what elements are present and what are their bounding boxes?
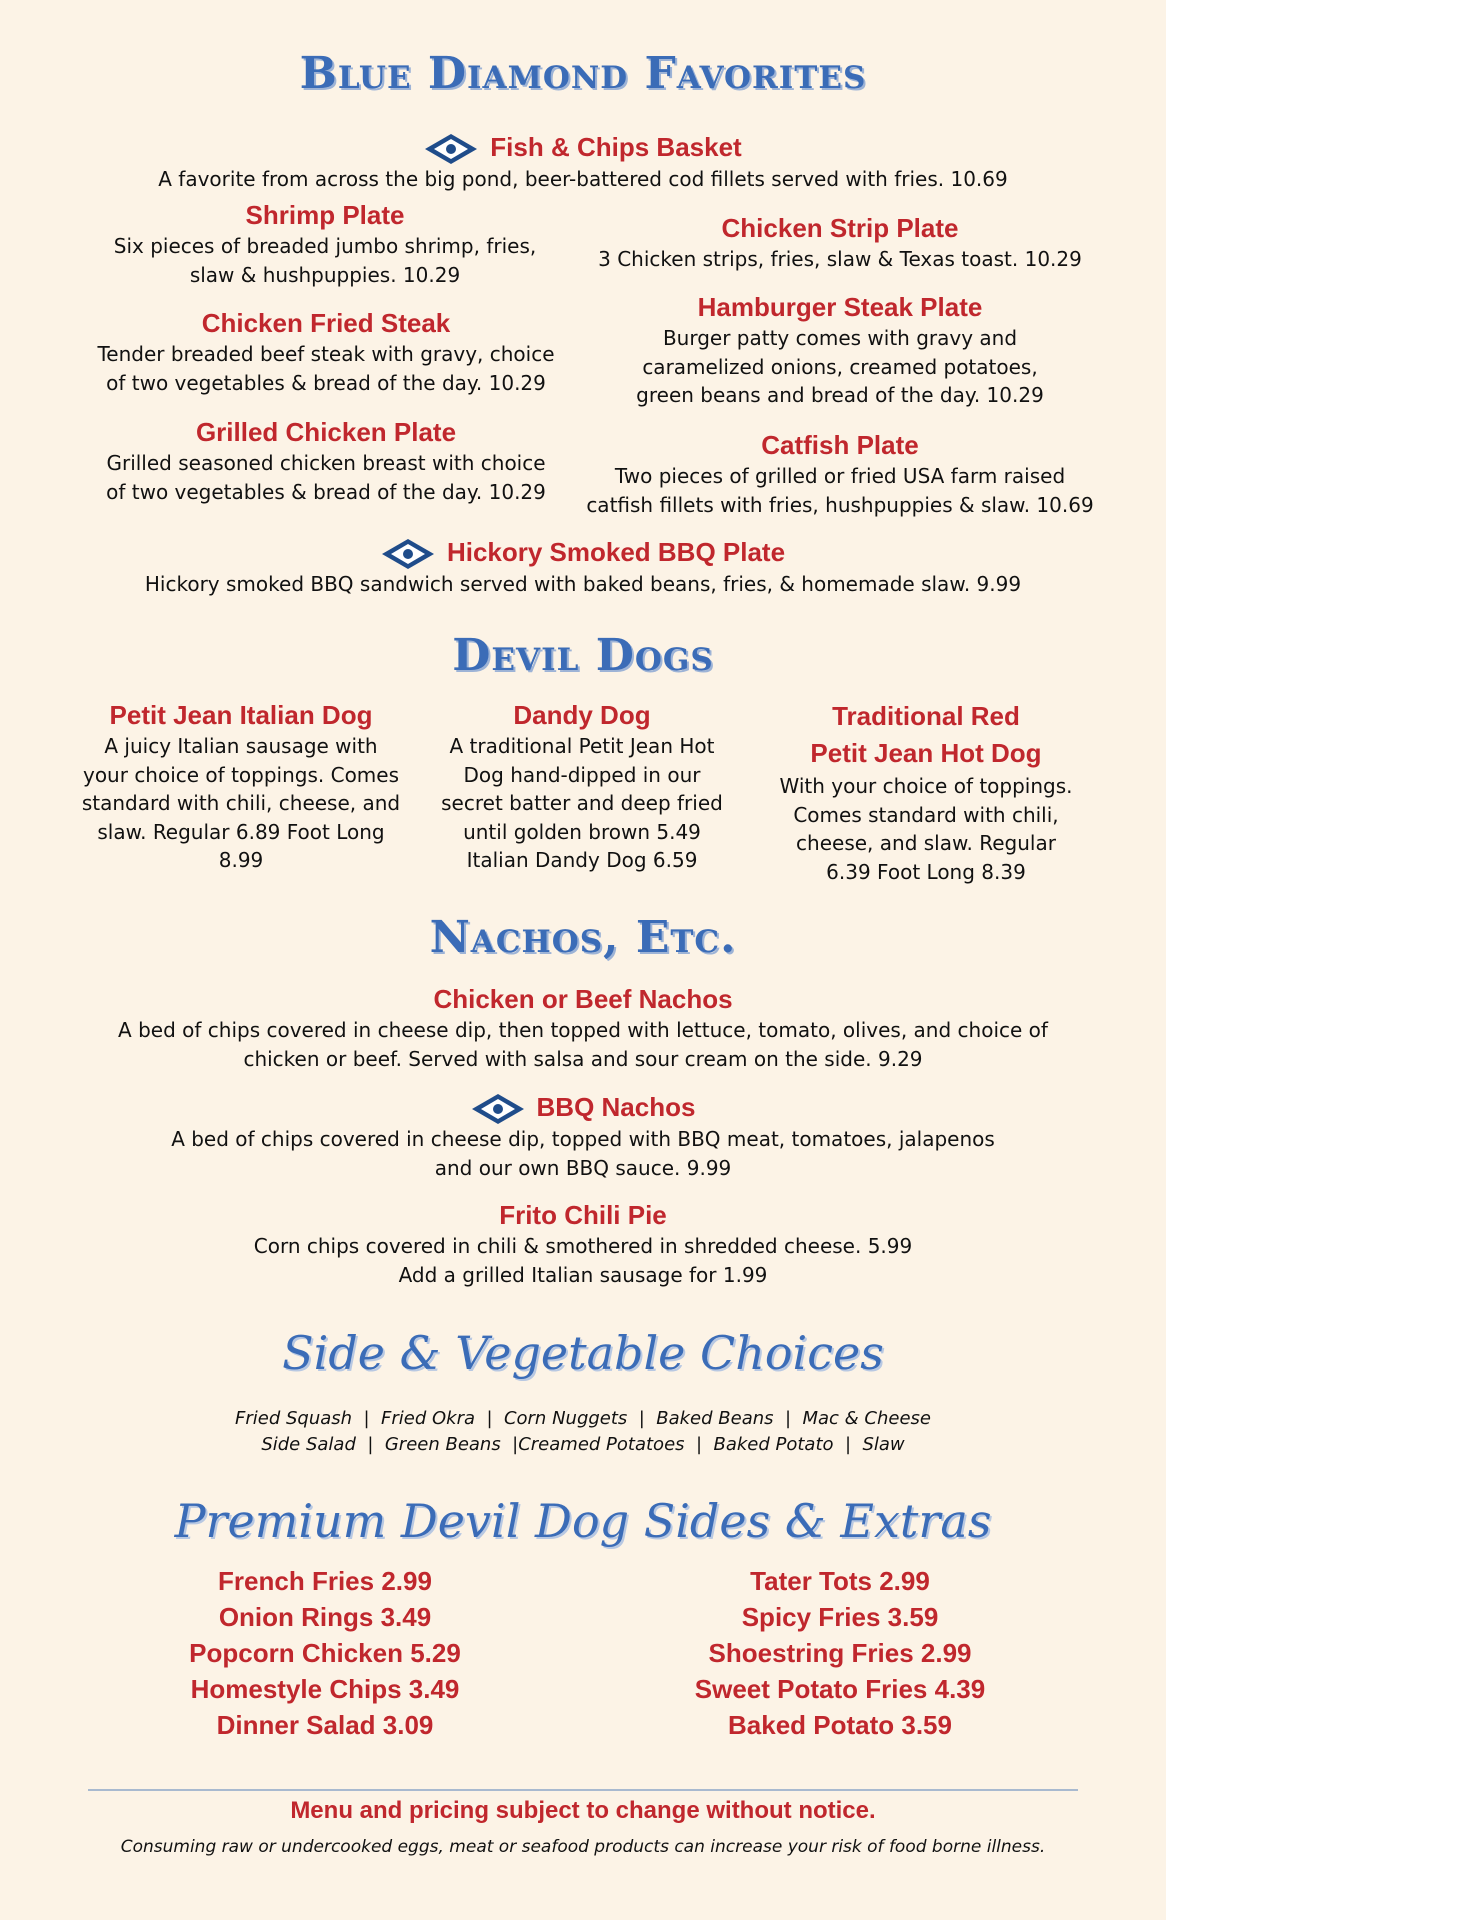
- item-name: Grilled Chicken Plate: [195, 417, 457, 447]
- item-description: Two pieces of grilled or fried USA farm raised catfish fillets with fries, hushpuppies & slaw. 10.69: [586, 464, 1094, 517]
- side-choices: [0, 1406, 1166, 1458]
- diamond-badge-icon: [381, 538, 435, 570]
- item-name: Chicken Fried Steak: [201, 308, 451, 338]
- item-description: A juicy Italian sausage with your choice of toppings. Comes standard with chili, cheese, and slaw. Regular 6.89 Foot Long 8.99: [81, 734, 401, 872]
- extra-item: French Fries 2.99: [218, 1566, 432, 1596]
- extra-item: Baked Potato 3.59: [728, 1710, 952, 1740]
- item-description: Six pieces of breaded jumbo shrimp, fries, slaw & hushpuppies. 10.29: [113, 234, 537, 287]
- menu-item-bbq-nachos: [160, 1090, 1006, 1182]
- extra-item: Popcorn Chicken 5.29: [189, 1638, 461, 1668]
- item-description: A favorite from across the big pond, beer-battered cod fillets served with fries. 10.69: [158, 167, 1008, 192]
- menu-item-hamburger-steak: [620, 290, 1060, 410]
- diamond-badge-icon: [471, 1093, 525, 1125]
- menu-item-shrimp: [100, 198, 550, 289]
- diamond-badge-icon: [424, 133, 478, 165]
- item-description: 3 Chicken strips, fries, slaw & Texas toast. 10.29: [598, 247, 1082, 271]
- side-choices-line1: Fried Squash | Fried Okra | Corn Nuggets | Baked Beans | Mac & Cheese: [235, 1408, 931, 1429]
- extra-item: Onion Rings 3.49: [218, 1602, 432, 1632]
- menu-item-chicken-beef-nachos: [110, 982, 1056, 1073]
- extra-item: Sweet Potato Fries 4.39: [694, 1674, 986, 1704]
- item-name: Catfish Plate: [761, 430, 919, 460]
- item-name: Hickory Smoked BBQ Plate: [446, 537, 786, 567]
- item-description: Grilled seasoned chicken breast with choice of two vegetables & bread of the day. 10.29: [106, 451, 546, 504]
- menu-item-chicken-fried-steak: [86, 306, 566, 397]
- section-title-premium: Premium Devil Dog Sides & Extras: [174, 1494, 992, 1548]
- menu-item-grilled-chicken: [96, 415, 556, 506]
- section-title-devil-dogs: Devil Dogs: [452, 630, 714, 681]
- item-name: Chicken Strip Plate: [721, 213, 959, 243]
- item-description: A bed of chips covered in cheese dip, then topped with lettuce, tomato, olives, and choice of chicken or beef. Served with salsa and sour cream on the side. 9.29: [118, 1018, 1048, 1071]
- item-name: Traditional Red: [832, 701, 1020, 731]
- item-description: With your choice of toppings. Comes standard with chili, cheese, and slaw. Regular 6.39 Foot Long 8.39: [779, 774, 1073, 884]
- item-name: Hamburger Steak Plate: [697, 292, 983, 322]
- food-safety-warning: Consuming raw or undercooked eggs, meat or seafood products can increase your risk of food borne illness.: [120, 1837, 1046, 1857]
- menu-item-frito-chili-pie: [0, 1198, 1166, 1289]
- section-title-nachos: Nachos, Etc.: [429, 912, 737, 963]
- item-description: A traditional Petit Jean Hot Dog hand-dipped in our secret batter and deep fried until golden brown 5.49 Italian Dandy Dog 6.59: [441, 734, 723, 872]
- item-name: Petit Jean Italian Dog: [109, 700, 373, 730]
- menu-item-traditional-dog: [776, 698, 1076, 886]
- menu-item-dandy-dog: [430, 698, 734, 875]
- extras-left-list: [150, 1563, 500, 1743]
- extra-item: Shoestring Fries 2.99: [708, 1638, 972, 1668]
- item-name: Dandy Dog: [513, 700, 651, 730]
- item-name-line2: Petit Jean Hot Dog: [810, 738, 1042, 768]
- extra-item: Homestyle Chips 3.49: [190, 1674, 460, 1704]
- section-title-sides: Side & Vegetable Choices: [282, 1326, 884, 1380]
- section-title-favorites: Blue Diamond Favorites: [299, 48, 867, 99]
- pricing-notice: Menu and pricing subject to change without notice.: [290, 1797, 876, 1824]
- menu-item-catfish: [580, 428, 1100, 519]
- item-name: Frito Chili Pie: [499, 1200, 667, 1230]
- menu-item-chicken-strip: [580, 211, 1100, 274]
- extra-item: Dinner Salad 3.09: [216, 1710, 434, 1740]
- menu-item-italian-dog: [80, 698, 402, 875]
- item-name: Chicken or Beef Nachos: [433, 984, 733, 1014]
- item-description: Burger patty comes with gravy and caramelized onions, creamed potatoes, green beans and bread of the day. 10.29: [636, 326, 1044, 407]
- extra-item: Tater Tots 2.99: [750, 1566, 930, 1596]
- item-description: Corn chips covered in chili & smothered in shredded cheese. 5.99: [253, 1234, 913, 1258]
- item-name: Shrimp Plate: [245, 200, 405, 230]
- item-description: Hickory smoked BBQ sandwich served with baked beans, fries, & homemade slaw. 9.99: [144, 572, 1022, 597]
- item-description: Tender breaded beef steak with gravy, choice of two vegetables & bread of the day. 10.29: [97, 342, 555, 395]
- menu-item-fish-chips: [0, 130, 1166, 194]
- item-description-line2: Add a grilled Italian sausage for 1.99: [398, 1262, 768, 1287]
- item-description: A bed of chips covered in cheese dip, topped with BBQ meat, tomatoes, jalapenos and our own BBQ sauce. 9.99: [171, 1127, 995, 1180]
- item-name: Fish & Chips Basket: [490, 132, 742, 162]
- item-name: BBQ Nachos: [536, 1092, 696, 1122]
- menu-item-bbq-plate: [0, 535, 1166, 599]
- side-choices-line2: Side Salad | Green Beans |Creamed Potatoes | Baked Potato | Slaw: [261, 1434, 905, 1455]
- extra-item: Spicy Fries 3.59: [741, 1602, 939, 1632]
- footer-divider: [88, 1789, 1078, 1791]
- extras-right-list: [660, 1563, 1020, 1743]
